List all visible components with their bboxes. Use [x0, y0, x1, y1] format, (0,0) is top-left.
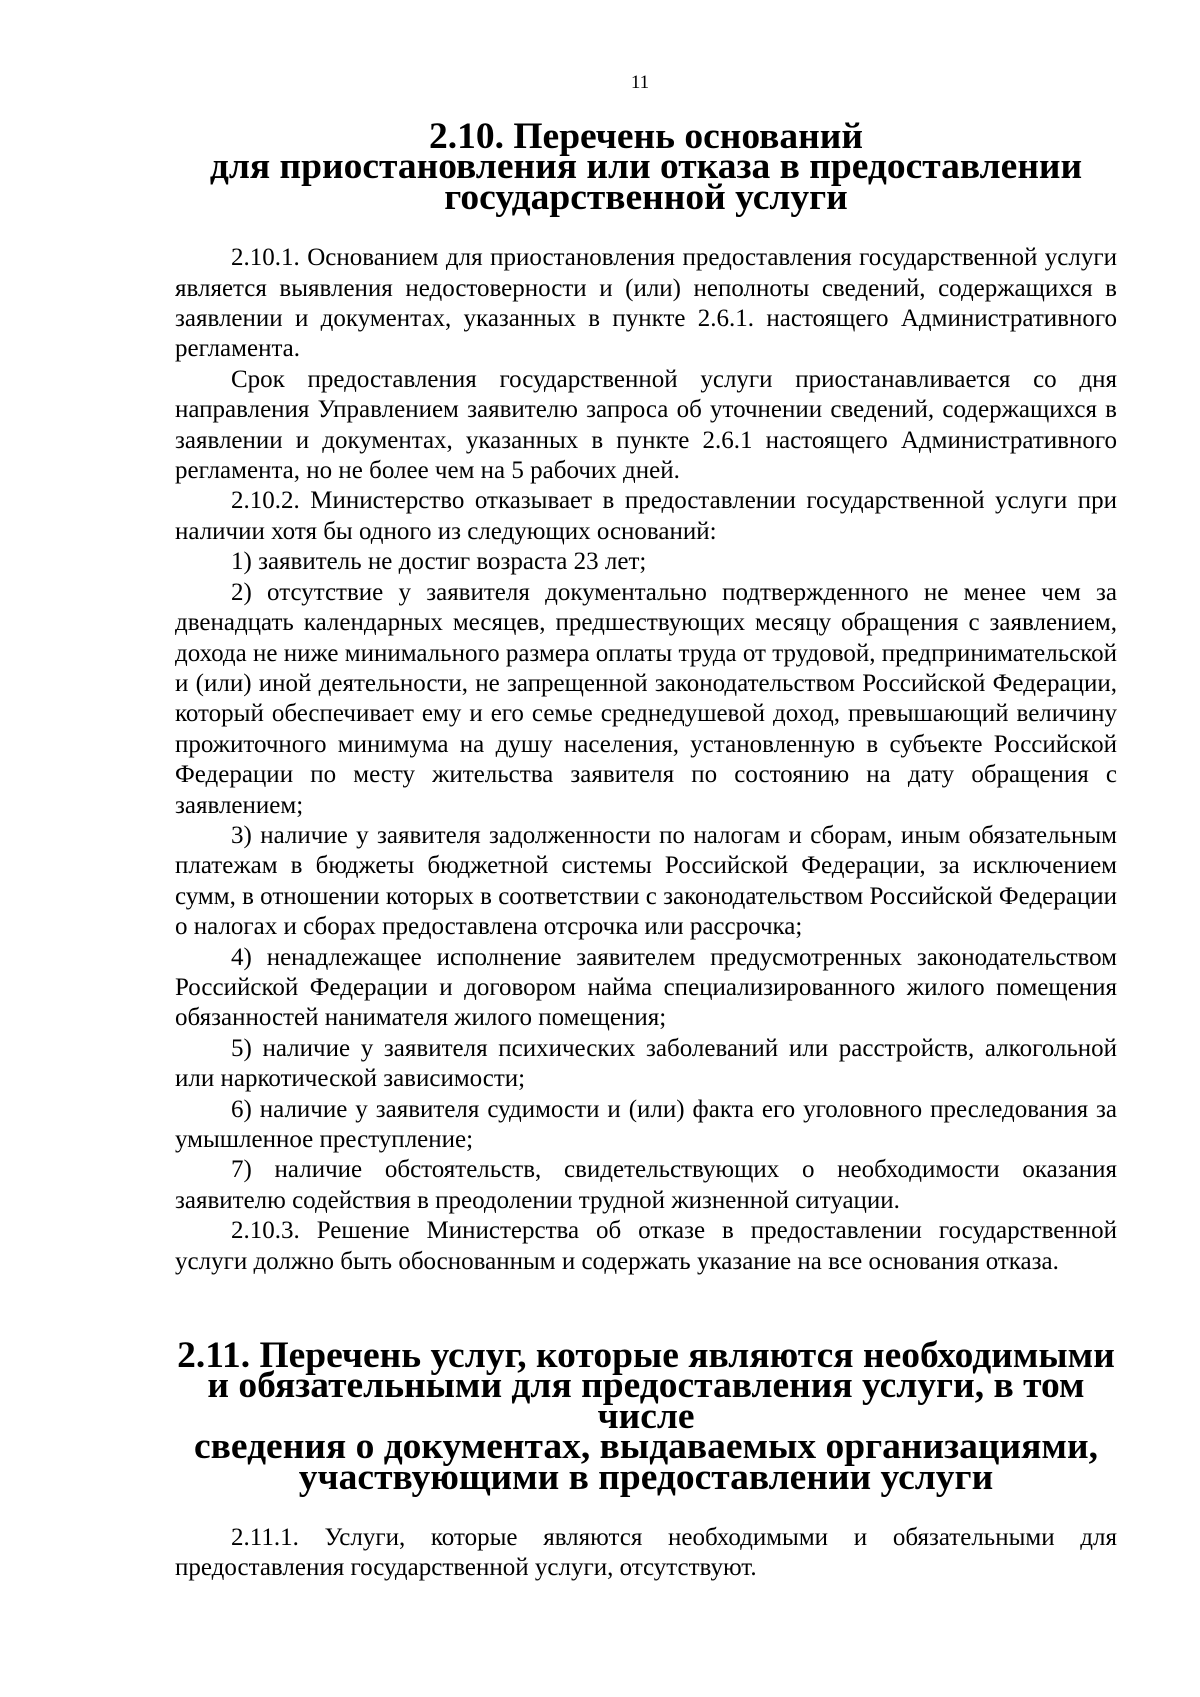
list-item-5: 5) наличие у заявителя психических заболеваний или расстройств, алкогольной или наркотической зависимости;	[175, 1034, 1117, 1093]
list-item-6: 6) наличие у заявителя судимости и (или) факта его уголовного преследования за умышленное преступление;	[175, 1095, 1117, 1153]
paragraph-2-11-1: 2.11.1. Услуги, которые являются необходимыми и обязательными для предоставления государственной услуги, отсутствуют.	[175, 1524, 1117, 1582]
list-item-4: 4) ненадлежащее исполнение заявителем предусмотренных законодательством Российской Федерации и договором найма специализированного жилого помещения обязанностей нанимателя жилого помещения;	[175, 943, 1117, 1032]
heading-line: 2.10. Перечень оснований	[429, 116, 863, 157]
paragraph-2-10-1: 2.10.1. Основанием для приостановления предоставления государственной услуги является выявления недостоверности и (или) неполноты сведений, содержащихся в заявлении и документах, указанных в пункте 2.6.1. настоящего Административного регламента.	[175, 244, 1117, 363]
heading-line: для приостановления или отказа в предоставлении	[209, 146, 1083, 188]
heading-line: и обязательными для предоставления услуги, в том числе	[207, 1365, 1085, 1437]
page-number: 11	[630, 72, 650, 93]
list-item-1: 1) заявитель не достиг возраста 23 лет;	[231, 548, 647, 576]
paragraph-suspension-term: Срок предоставления государственной услуги приостанавливается со дня направления Управлением заявителю запроса об уточнении сведений, содержащихся в заявлении и документах, указанных в пункте 2.6.1 настоящего Административного регламента, но не более чем на 5 рабочих дней.	[175, 365, 1117, 485]
section-2-11-heading	[175, 1335, 1117, 1498]
heading-line: участвующими в предоставлении услуги	[298, 1456, 994, 1498]
document-body	[175, 116, 1118, 1584]
list-item-3: 3) наличие у заявителя задолженности по налогам и сборам, иным обязательным платежам в бюджеты бюджетной системы Российской Федерации, за исключением сумм, в отношении которых в соответствии с законодательством Российской Федерации о налогах и сборах предоставлена отсрочка или рассрочка;	[175, 821, 1117, 941]
heading-line: 2.11. Перечень услуг, которые являются необходимыми	[177, 1335, 1115, 1377]
section-2-10-heading	[175, 116, 1117, 218]
list-item-2: 2) отсутствие у заявителя документально подтвержденного не менее чем за двенадцать календарных месяцев, предшествующих месяцу обращения с заявлением, дохода не ниже минимального размера оплаты труда от трудовой, предпринимательской и (или) иной деятельности, не запрещенной законодательством Российской Федерации, который обеспечивает ему и его семье среднедушевой доход, превышающий величину прожиточного минимума на душу населения, установленную в субъекте Российской Федерации по месту жительства заявителя по состоянию на дату обращения с заявлением;	[175, 578, 1118, 819]
paragraph-2-10-2: 2.10.2. Министерство отказывает в предоставлении государственной услуги при наличии хотя бы одного из следующих оснований:	[175, 487, 1117, 545]
paragraph-2-10-3: 2.10.3. Решение Министерства об отказе в предоставлении государственной услуги должно быть обоснованным и содержать указание на все основания отказа.	[175, 1217, 1117, 1275]
heading-line: государственной услуги	[444, 176, 848, 218]
list-item-7: 7) наличие обстоятельств, свидетельствующих о необходимости оказания заявителю содействия в преодолении трудной жизненной ситуации.	[175, 1156, 1117, 1214]
heading-line: сведения о документах, выдаваемых организациями,	[194, 1426, 1098, 1468]
